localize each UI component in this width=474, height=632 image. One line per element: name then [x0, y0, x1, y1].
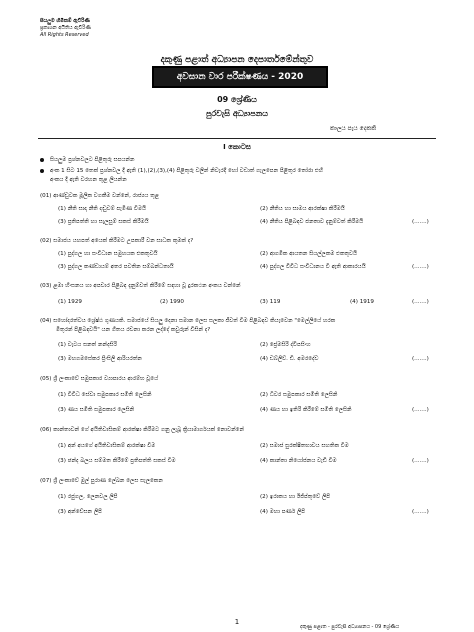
- answer-box[interactable]: (.......): [412, 356, 429, 362]
- question-option: (4) ඩබ්ලිව්. ඩී. අමරදේව: [260, 356, 319, 362]
- question-stem: (05) ශ්‍රී ලංකාවේ සමුපකාර ව්‍යාපාරය ආරම්භ වූයේ: [40, 376, 159, 382]
- question-stem: (02) සමාජය යහපත් අයෙක් කිරීමට උපකාරී වන සාධක කුමක් ද?: [40, 238, 194, 244]
- copyright-line: සියලුම හිමිකම් ඇවිරිණි: [40, 18, 90, 24]
- exam-title-box: [152, 66, 328, 88]
- question-option: (2) 1990: [160, 299, 184, 305]
- answer-box[interactable]: (.......): [412, 299, 429, 305]
- question-stem-continued: මිතුරන් පිළිබඳවයි" යන ගීතය රචනා කරන ලද්දේ කවුරුන් විසින් ද?: [56, 327, 211, 333]
- question-option: (4) පුද්ගල විවිධ සංවිධානය වී ඇති ආකාරයයි: [260, 264, 366, 270]
- question-option: (3) ඡන්ද බලය සම්මත කිරීමේ ප්‍රතිපත්ති සකස් වීම: [58, 458, 176, 464]
- question-stem: (03) ළමා හිංසනය හා අපචාර පිළිබඳ දැනුම්වත් කිරීමේ සඳහා වූ දුරකථන අංකය වන්නේ: [40, 283, 241, 289]
- instruction-line: අංක 1 සිට 15 තෙක් ප්‍රශ්නවල දී ඇති (1),(2),(3),(4) පිළිතුරු වලින් නිවැරදි හෝ වඩාත් ගැලපෙන පිළිතුර තෝරා එහි: [40, 168, 323, 175]
- answer-box[interactable]: (.......): [412, 458, 429, 464]
- bullet-icon: [40, 158, 44, 162]
- instruction-line: අංකය දී ඇති වරහන තුළ ලියන්න: [50, 177, 127, 183]
- question-option: (1) වීවිධ සේවා සමුපකාර සමිති ලෙසිනි: [58, 392, 152, 398]
- question-stem: (01) ආණ්ඩුවක මූලික වගකීම වන්නේ, රාජ්‍යය තුළ: [40, 193, 160, 199]
- question-option: (4) කාන්තා නියෝජනය වැඩි වීම: [260, 458, 337, 464]
- question-option: (2) ප්‍රේමසිරි ද්වීපසිංහ: [260, 342, 311, 348]
- question-option: (2) ඉරාකය හා ඊජිප්තුවේ ලිපි: [260, 494, 331, 500]
- question-option: (3) ප්‍රතිපත්ති හා සැලසුම් සකස් කිරීමයි: [58, 219, 149, 225]
- question-option: (1) නීති සාදා නීති දඬුවම් පැමිණ වීමයි: [58, 206, 146, 212]
- question-option: (1) 1929: [58, 299, 82, 305]
- time-allowed: කාලය පැය දෙකකි: [330, 125, 377, 132]
- question-option: (4) නීතිය පිළිබඳව ජනතාව දැනුම්වත් කිරීමයි: [260, 219, 364, 225]
- footer-text: දකුණු පළාත - පුරවැසි අධ්‍යාපනය - 09 ශ්‍රේණිය: [300, 624, 400, 630]
- question-option: (1) වැටය සනත් නන්දසිරි: [58, 342, 117, 348]
- question-option: (2) නීතිය හා සාමය ආරක්ෂා කිරීමයි: [260, 206, 345, 212]
- copyright-line: ප්‍රකාශන අයිතිය ඇවිරිණි: [40, 25, 91, 31]
- divider: [38, 138, 436, 139]
- question-option: (4) ණය හා ඉතිරි කිරීමේ සමිති ලෙසිනි: [260, 407, 352, 413]
- answer-box[interactable]: (.......): [412, 407, 429, 413]
- answer-box[interactable]: (.......): [412, 264, 429, 270]
- question-option: (4) 1919: [350, 299, 374, 305]
- question-option: (3) පුද්ගල කණ්ඩායම් අතර පවතින සම්බන්ධතායි: [58, 264, 174, 270]
- question-option: (1) රජුගල, ලෙනවල ලිපි: [58, 494, 118, 500]
- department-title: දකුණු පළාත් අධ්‍යාපන දෙපාර්තමේන්තුව: [160, 55, 314, 65]
- grade-title: 09 ශ්‍රේණිය: [217, 95, 257, 104]
- question-stem: (04) සහෝදරත්වය ශ්‍රේෂ්ඨ ගුණයකි. සමාජයේ සියලු දෙනා සමාන ලෙස සලකා ජීවත් වීම පිළිබඳව කියැවෙන "මෙල්ලියේ හරක: [40, 318, 336, 324]
- instruction-line: සියලුම ප්‍රශ්නවලට පිළිතුරු සපයන්න: [40, 157, 135, 164]
- copyright-line: All Rights Reserved: [40, 32, 89, 38]
- question-option: (3) මහගමසේකර ප්‍රිංසිලි ආරියරත්න: [58, 356, 142, 362]
- question-option: (1) පුද්ගල හා සංවිධාන සමුහයක එකතුවයි: [58, 251, 158, 257]
- exam-title: අවසාන වාර පරීක්ෂණය - 2020: [176, 72, 304, 82]
- question-option: (2) ආගමික ආයතන සියල්ලකම එකතුවයි: [260, 251, 358, 257]
- question-option: (3) 119: [260, 299, 281, 305]
- question-option: (1) අන් අයගේ අයිතිවාසිකම් ආරක්ෂා වීම: [58, 443, 156, 449]
- question-option: (2) ධීවර සමුපකාර සමිති ලෙසිනි: [260, 392, 338, 398]
- question-option: (4) මහා පර්ණ ලිපි: [260, 509, 306, 515]
- question-option: (3) අන්වේසන ලිපි: [58, 509, 102, 515]
- question-option: (3) ණය සමිති සමුපකාර ලෙසිනි: [58, 407, 135, 413]
- subject-title: පුරවැසි අධ්‍යාපනය: [206, 109, 268, 118]
- answer-box[interactable]: (.......): [412, 509, 429, 515]
- question-stem: (06) කාන්තාවන් ගේ අයිතිවාසිකම් ආරක්ෂා කිරීමට ගනු ලැබූ ක්‍රියාමාර්ගයක් නොවන්නේ: [40, 427, 244, 433]
- part-title: I කොටස: [223, 143, 251, 151]
- bullet-icon: [40, 169, 44, 173]
- question-stem: (07) ශ්‍රී ලංකාවේ මුල් පුරාණ ලේඛන ලෙස සැලකෙන: [40, 478, 163, 484]
- question-option: (2) සමාජ සුරක්ෂිතභාවය සහතික වීම: [260, 443, 349, 449]
- page-number: 1: [234, 618, 240, 626]
- answer-box[interactable]: (.......): [412, 219, 429, 225]
